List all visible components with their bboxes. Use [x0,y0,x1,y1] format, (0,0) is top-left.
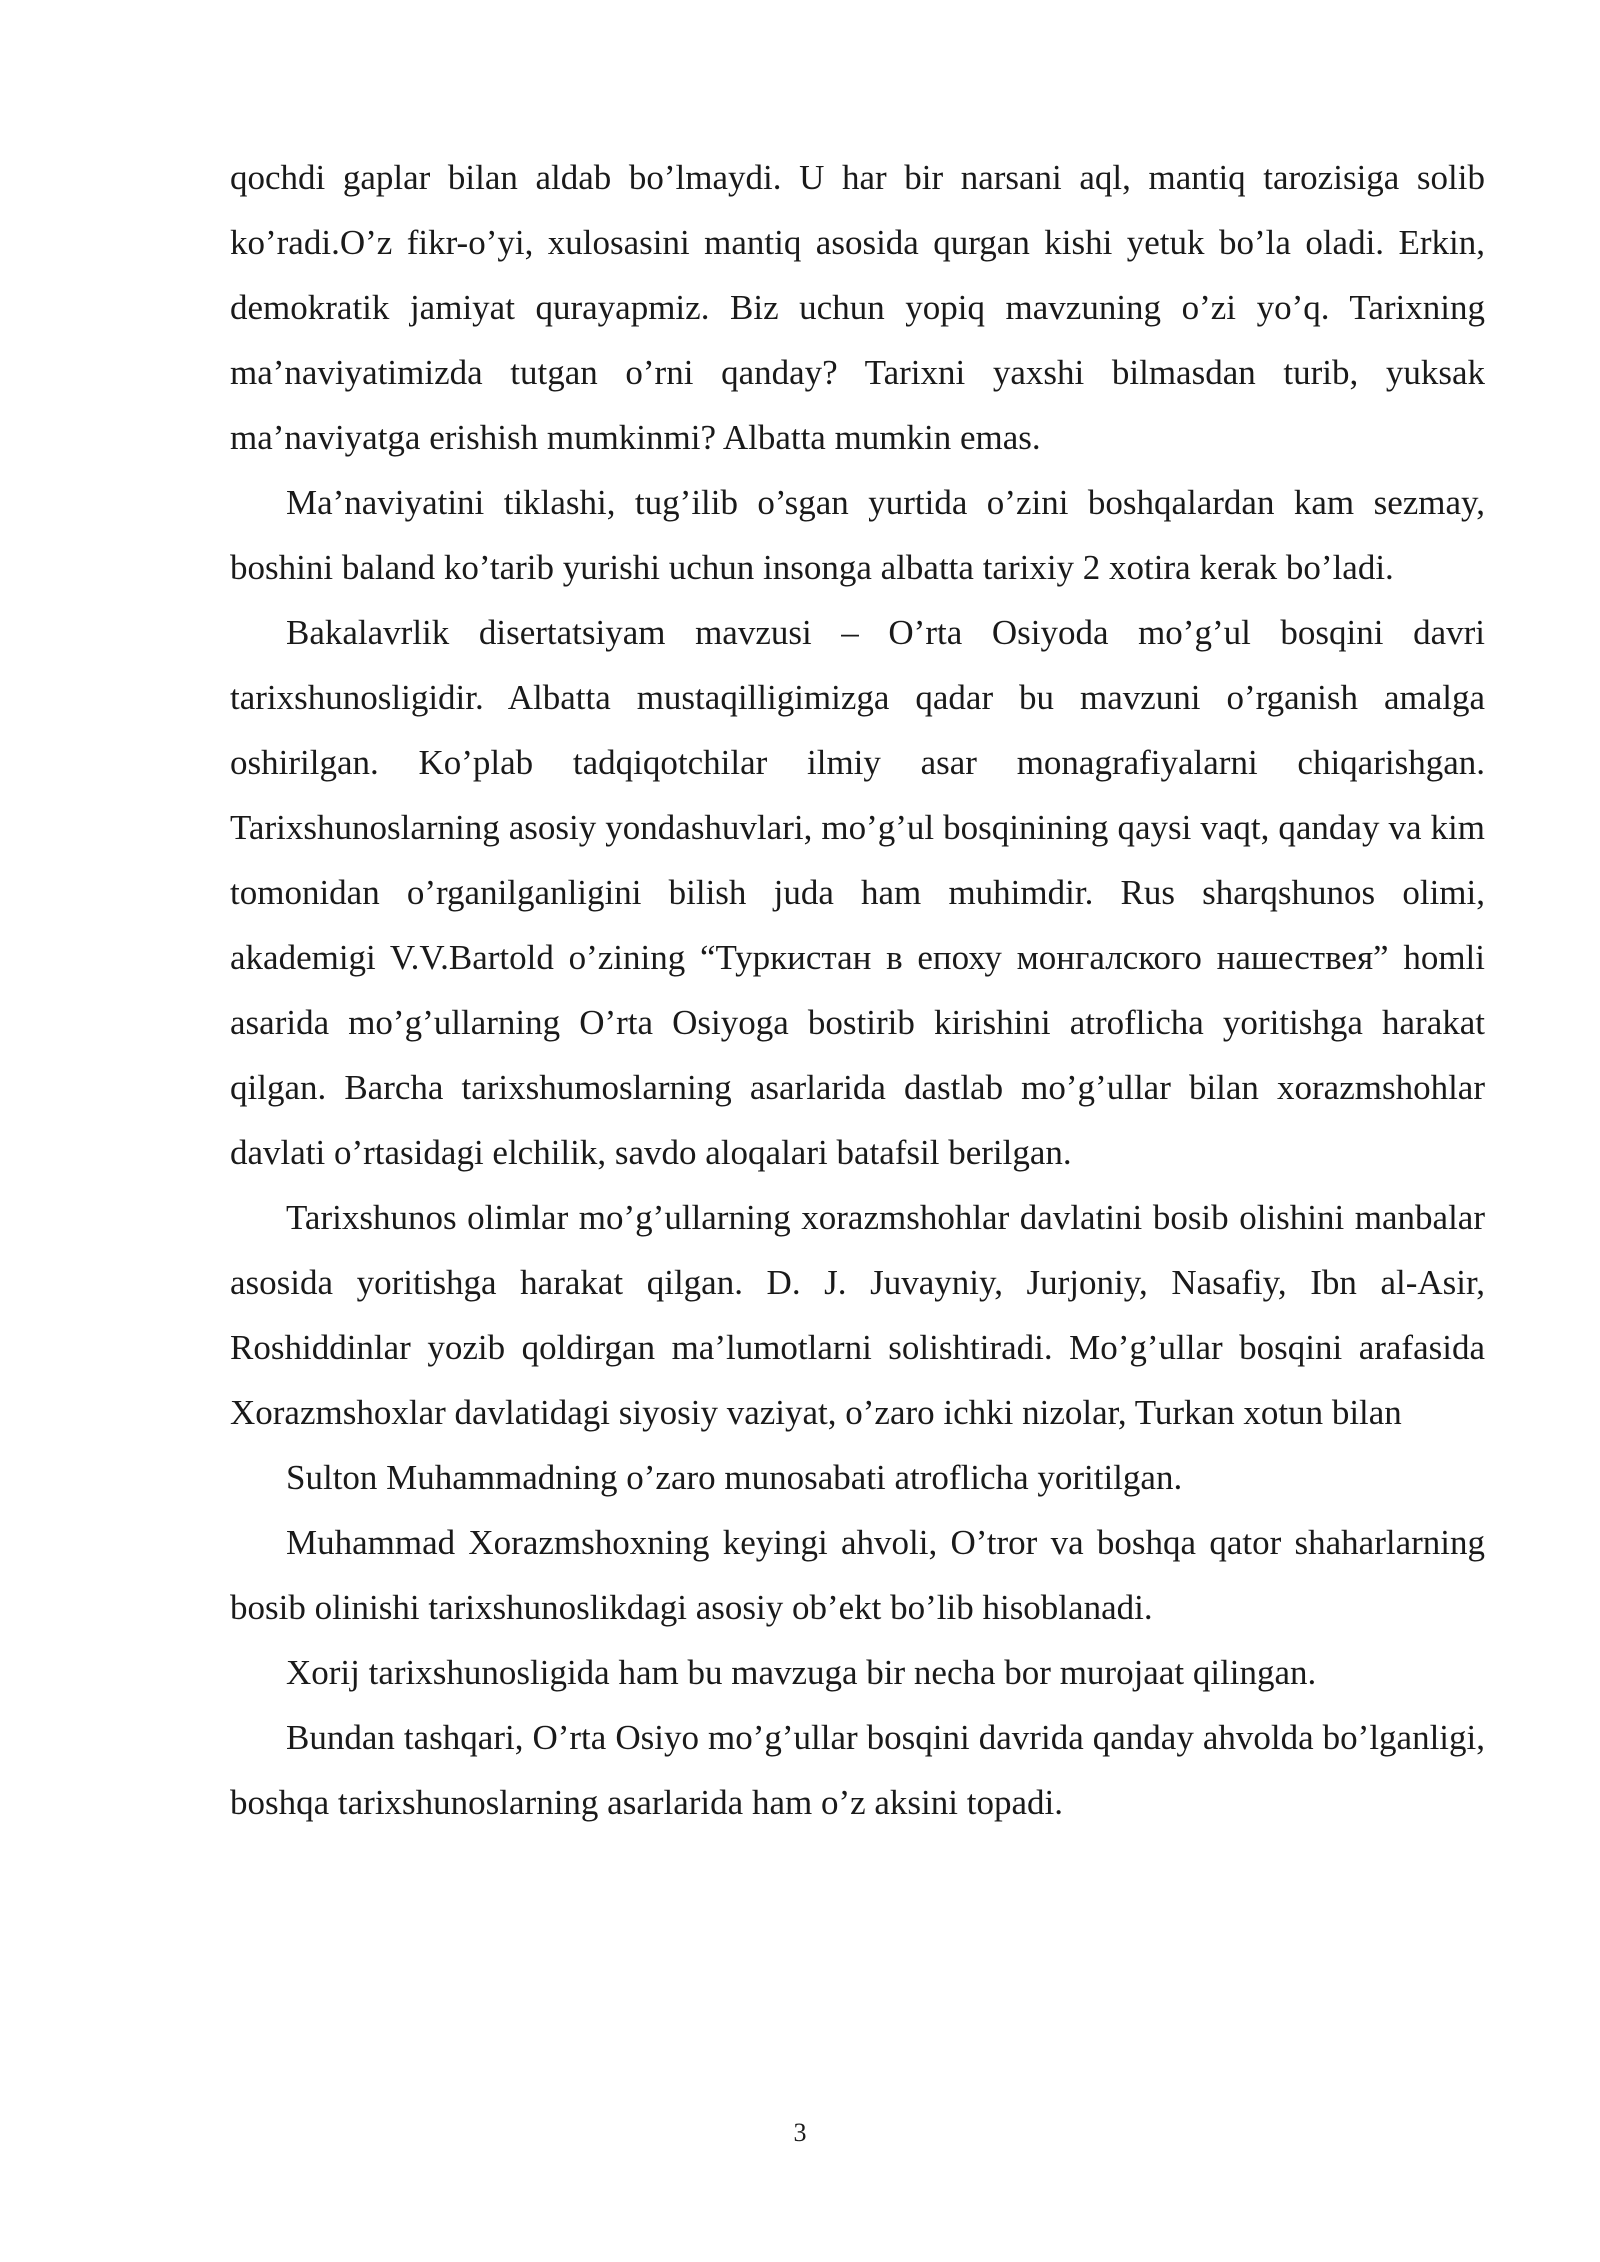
paragraph-1: qochdi gaplar bilan aldab bo’lmaydi. U har bir narsani aql, mantiq tarozisiga solib ko’radi.O’z fikr-o’yi, xulosasini mantiq asosida qurgan kishi yetuk bo’la oladi. Erkin, demokratik jamiyat qurayapmiz. Biz uchun yopiq mavzuning o’zi yo’q. Tarixning ma’naviyatimizda tutgan o’rni qanday? Tarixni yaxshi bilmasdan turib, yuksak ma’naviyatga erishish mumkinmi? Albatta mumkin emas. [230,158,1485,457]
paragraph-2: Ma’naviyatini tiklashi, tug’ilib o’sgan yurtida o’zini boshqalardan kam sezmay, boshini baland ko’tarib yurishi uchun insonga albatta tarixiy 2 xotira kerak bo’ladi. [230,483,1485,587]
paragraph-7: Xorij tarixshunosligida ham bu mavzuga bir necha bor murojaat qilingan. [286,1653,1317,1692]
paragraph-5: Sulton Muhammadning o’zaro munosabati atroflicha yoritilgan. [286,1458,1183,1497]
paragraph-8: Bundan tashqari, O’rta Osiyo mo’g’ullar bosqini davrida qanday ahvolda bo’lganligi, boshqa tarixshunoslarning asarlarida ham o’z aksini topadi. [230,1718,1485,1822]
page-number: 3 [793,2118,807,2147]
paragraph-3: Bakalavrlik disertatsiyam mavzusi – O’rta Osiyoda mo’g’ul bosqini davri tarixshunosligidir. Albatta mustaqilligimizga qadar bu mavzuni o’rganish amalga oshirilgan. Ko’plab tadqiqotchilar ilmiy asar monagrafiyalarni chiqarishgan. Tarixshunoslarning asosiy yondashuvlari, mo’g’ul bosqinining qaysi vaqt, qanday va kim tomonidan o’rganilganligini bilish juda ham muhimdir. Rus sharqshunos olimi, akademigi V.V.Bartold o’zining “Туркистан в епоху монгалского нашествея” homli asarida mo’g’ullarning O’rta Osiyoga bostirib kirishini atroflicha yoritishga harakat qilgan. Barcha tarixshumoslarning asarlarida dastlab mo’g’ullar bilan xorazmshohlar davlati o’rtasidagi elchilik, savdo aloqalari batafsil berilgan. [230,613,1485,1172]
paragraph-4: Tarixshunos olimlar mo’g’ullarning xorazmshohlar davlatini bosib olishini manbalar asosida yoritishga harakat qilgan. D. J. Juvayniy, Jurjoniy, Nasafiy, Ibn al-Asir, Roshiddinlar yozib qoldirgan ma’lumotlarni solishtiradi. Mo’g’ullar bosqini arafasida Xorazmshoxlar davlatidagi siyosiy vaziyat, o’zaro ichki nizolar, Turkan xotun bilan [230,1198,1485,1432]
document-body [230,145,1485,1835]
paragraph-6: Muhammad Xorazmshoxning keyingi ahvoli, O’tror va boshqa qator shaharlarning bosib olinishi tarixshunoslikdagi asosiy ob’ekt bo’lib hisoblanadi. [230,1523,1485,1627]
